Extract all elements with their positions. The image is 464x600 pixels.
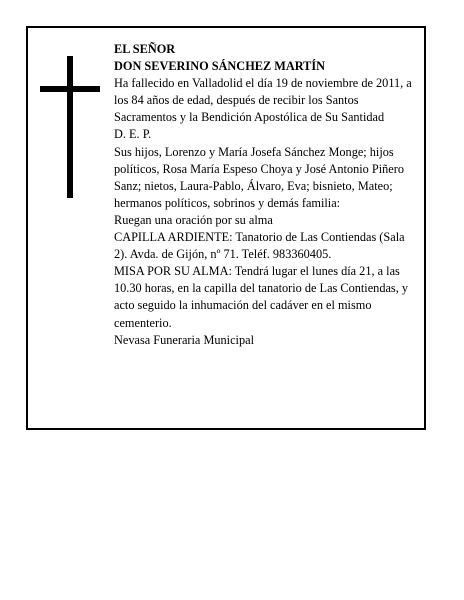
- notice-body: [114, 41, 419, 349]
- deceased-name: DON SEVERINO SÁNCHEZ MARTÍN: [114, 59, 326, 74]
- cross-vertical-bar: [67, 56, 73, 198]
- death-announcement: Ha fallecido en Valladolid el día 19 de noviembre de 2011, a los 84 años de edad, después de recibir los Santos Sacramentos y la Bendición Apostólica de Su Santidad: [114, 76, 412, 125]
- funeral-home: Nevasa Funeraria Municipal: [114, 332, 254, 347]
- cross-horizontal-bar: [40, 86, 100, 92]
- rest-in-peace: D. E. P.: [114, 127, 152, 142]
- notice-title: EL SEÑOR: [114, 42, 176, 56]
- mass-info: MISA POR SU ALMA: Tendrá lugar el lunes día 21, a las 10.30 horas, en la capilla del tanatorio de Las Contiendas, y acto seguido la inhumación del cadáver en el mismo cementerio.: [114, 264, 409, 330]
- chapel-info: CAPILLA ARDIENTE: Tanatorio de Las Contiendas (Sala 2). Avda. de Gijón, nº 71. Teléf. 983360405.: [114, 230, 405, 262]
- family-members: Sus hijos, Lorenzo y María Josefa Sánchez Monge; hijos políticos, Rosa María Espeso Choya y José Antonio Piñero Sanz; nietos, Laura-Pablo, Álvaro, Eva; bisnieto, Mateo; hermanos políticos, sobrinos y demás familia:: [114, 144, 404, 210]
- prayer-request: Ruegan una oración por su alma: [114, 212, 273, 227]
- obituary-notice: [26, 26, 426, 430]
